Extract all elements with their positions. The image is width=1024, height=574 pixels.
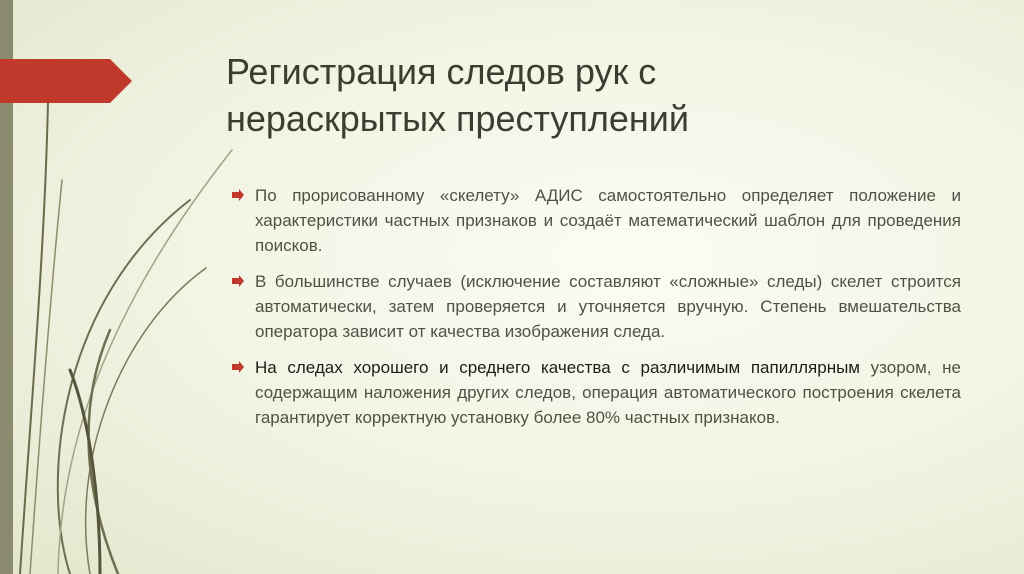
bullet-lead-text: На следах хорошего и среднего качества с различимым папиллярным bbox=[255, 358, 860, 377]
slide-title: Регистрация следов рук с нераскрытых преступлений bbox=[226, 51, 690, 139]
bullet-text: По прорисованному «скелету» АДИС самостоятельно определяет положение и характеристики частных признаков и создаёт математический шаблон для проведения поисков. bbox=[255, 186, 961, 255]
bullet-text: узором, не содержащим наложения других следов, операция автоматического построения скелета гарантирует корректную установку более 80% частных признаков. bbox=[255, 358, 962, 427]
arrow-right-icon bbox=[231, 274, 245, 288]
bullet-item bbox=[231, 269, 961, 344]
bullet-item bbox=[231, 355, 961, 430]
title-accent-arrow bbox=[0, 59, 132, 103]
arrow-right-icon bbox=[231, 360, 245, 374]
arrow-right-icon bbox=[231, 188, 245, 202]
bullet-list bbox=[231, 183, 961, 441]
bullet-item bbox=[231, 183, 961, 258]
bullet-text: В большинстве случаев (исключение составляют «сложные» следы) скелет строится автоматически, затем проверяется и уточняется вручную. Степень вмешательства оператора зависит от качества изображения следа. bbox=[255, 272, 961, 341]
